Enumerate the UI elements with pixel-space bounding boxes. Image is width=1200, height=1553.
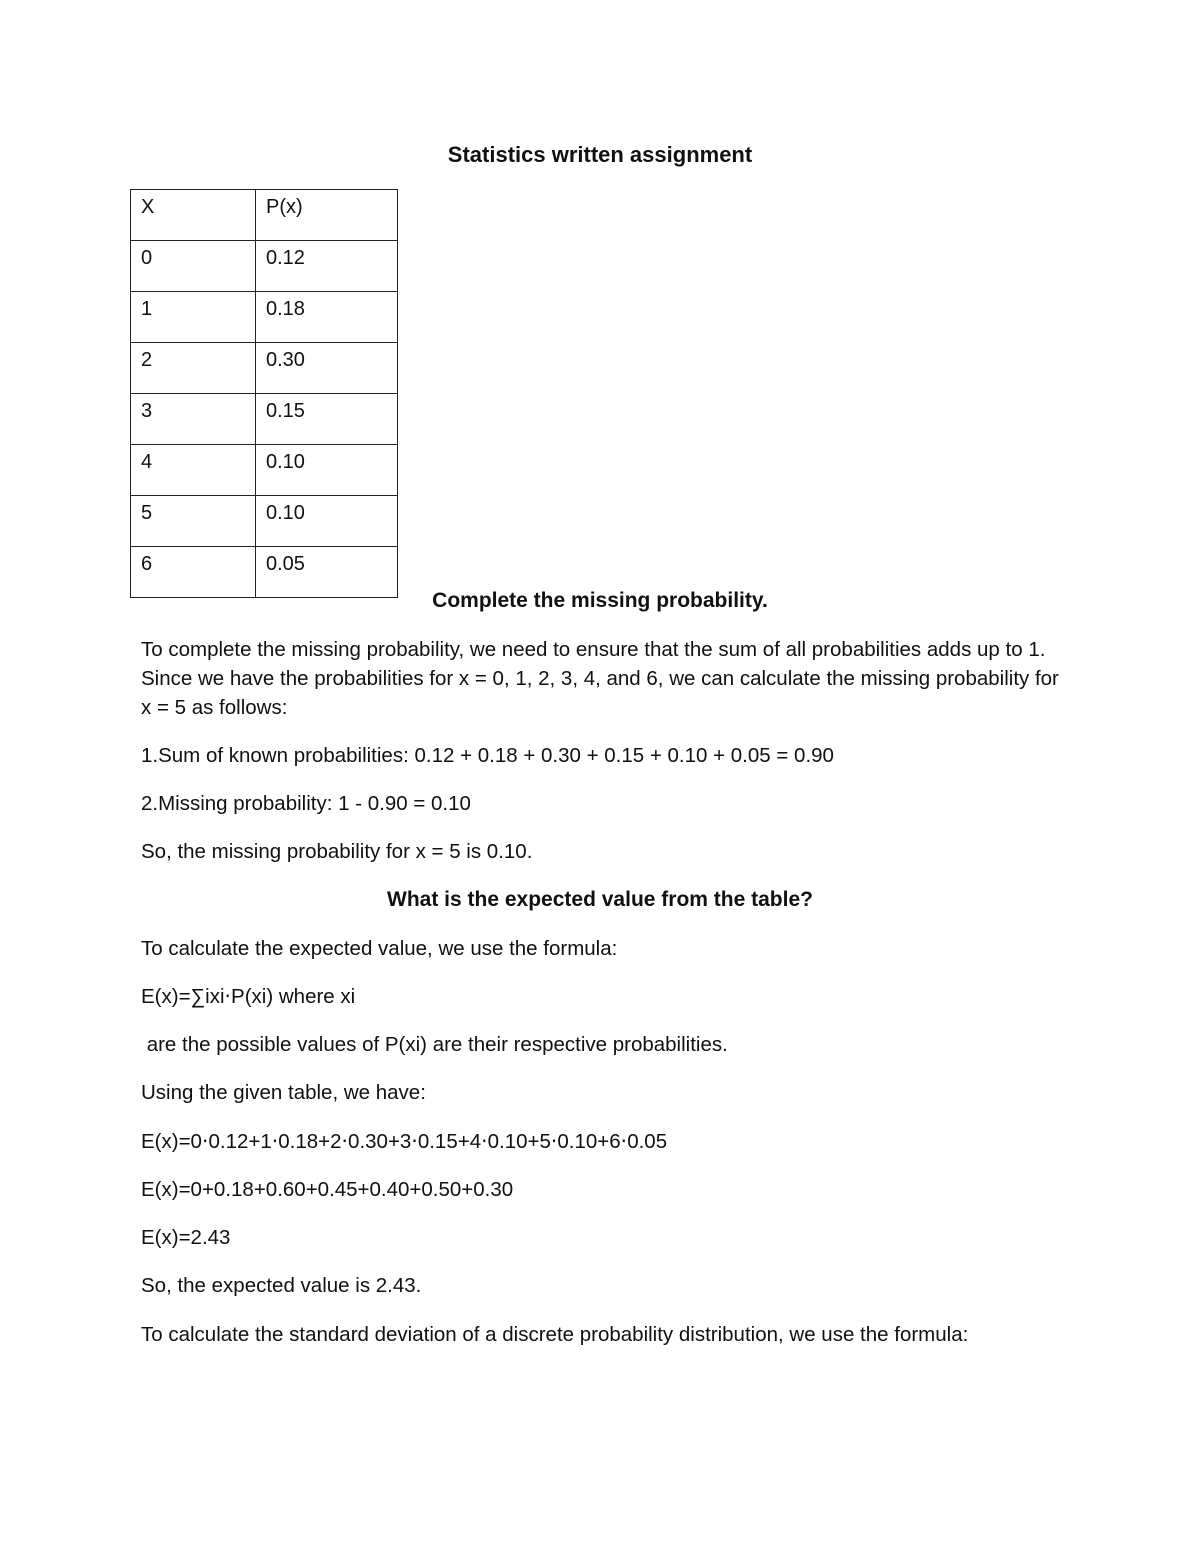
- standard-deviation-intro: To calculate the standard deviation of a discrete probability distribution, we use the formula:: [141, 1323, 969, 1346]
- table-header-row: [131, 190, 398, 241]
- cell-px: 0.30: [256, 343, 398, 394]
- section-heading-missing-probability: Complete the missing probability.: [432, 589, 768, 612]
- cell-px: 0.15: [256, 394, 398, 445]
- table-row: [131, 292, 398, 343]
- table-row: [131, 394, 398, 445]
- header-cell-px: P(x): [256, 190, 398, 241]
- header-cell-x: X: [131, 190, 256, 241]
- step-sum-known: 1.Sum of known probabilities: 0.12 + 0.18 + 0.30 + 0.15 + 0.10 + 0.05 = 0.90: [141, 744, 834, 767]
- using-table-text: Using the given table, we have:: [141, 1081, 426, 1104]
- expected-value-formula: E(x)=∑ixi⋅P(xi) where xi: [141, 985, 356, 1008]
- cell-px: 0.12: [256, 241, 398, 292]
- table-row: [131, 241, 398, 292]
- cell-x: 3: [131, 394, 256, 445]
- cell-x: 5: [131, 496, 256, 547]
- table-row: [131, 445, 398, 496]
- expected-value-result: E(x)=2.43: [141, 1226, 231, 1249]
- table-row: [131, 343, 398, 394]
- cell-x: 0: [131, 241, 256, 292]
- table-row: [131, 496, 398, 547]
- cell-x: 1: [131, 292, 256, 343]
- page-title: Statistics written assignment: [447, 142, 753, 167]
- missing-probability-intro: To complete the missing probability, we need to ensure that the sum of all probabilities adds up to 1. Since we have the probabilities for x = 0, 1, 2, 3, 4, and 6, we can calculate the missing probability for x = 5 as follows:: [141, 638, 1059, 719]
- cell-x: 6: [131, 547, 256, 598]
- step-missing-probability: 2.Missing probability: 1 - 0.90 = 0.10: [141, 792, 471, 815]
- probability-table: [130, 189, 398, 598]
- expected-value-calculation-2: E(x)=0+0.18+0.60+0.45+0.40+0.50+0.30: [141, 1178, 514, 1201]
- cell-x: 2: [131, 343, 256, 394]
- expected-value-intro: To calculate the expected value, we use the formula:: [141, 937, 618, 960]
- section-heading-expected-value: What is the expected value from the table?: [387, 888, 813, 911]
- cell-px: 0.10: [256, 496, 398, 547]
- missing-probability-conclusion: So, the missing probability for x = 5 is 0.10.: [141, 840, 533, 863]
- cell-px: 0.05: [256, 547, 398, 598]
- formula-note: are the possible values of P(xi) are their respective probabilities.: [141, 1033, 728, 1056]
- cell-x: 4: [131, 445, 256, 496]
- cell-px: 0.18: [256, 292, 398, 343]
- expected-value-calculation-1: E(x)=0⋅0.12+1⋅0.18+2⋅0.30+3⋅0.15+4⋅0.10+5⋅0.10+6⋅0.05: [141, 1130, 668, 1153]
- expected-value-conclusion: So, the expected value is 2.43.: [141, 1274, 422, 1297]
- cell-px: 0.10: [256, 445, 398, 496]
